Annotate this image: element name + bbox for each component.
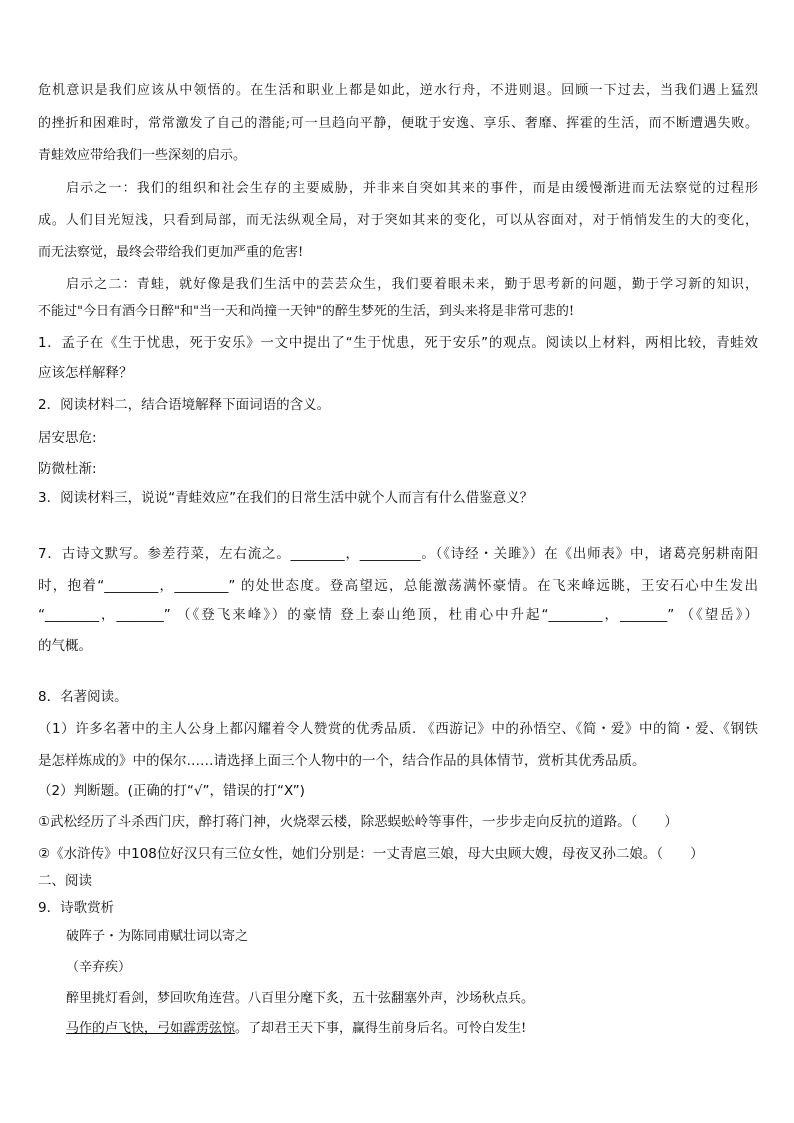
question-1-line1: 1．孟子在《生于忧患，死于安乐》一文中提出了“生于忧患，死于安乐”的观点。阅读以上材料，两相比较，青蛙效 — [38, 335, 758, 351]
material-p1-line1: 危机意识是我们应该从中领悟的。在生活和职业上都是如此，逆水行舟，不进则退。回顾一下过去，当我们遇上猛烈 — [38, 83, 758, 98]
question-1-line2: 应该怎样解释？ — [38, 365, 133, 381]
material-p2-line2: 成。人们目光短浅，只看到局部，而无法纵观全局，对于突如其来的变化，可以从容面对，对于悄悄发生的大的变化， — [38, 213, 758, 228]
question-8-item1: ①武松经历了斗杀西门庆，醉打蒋门神，火烧翠云楼，除恶蜈蚣岭等事件，一步步走向反抗的道路。（ ） — [38, 814, 678, 830]
material-p1-line3: 青蛙效应带给我们一些深刻的启示。 — [38, 148, 247, 163]
material-p1-line2: 的挫折和困难时，常常激发了自己的潜能;可一旦趋向平静，便耽于安逸、享乐、奢靡、挥霍的生活，而不断遭遇失败。 — [38, 116, 758, 131]
question-3: 3．阅读材料三，说说“青蛙效应”在我们的日常生活中就个人而言有什么借鉴意义？ — [38, 490, 534, 506]
question-8-sub1-line2: 是怎样炼成的》中的保尔……请选择上面三个人物中的一个，结合作品的具体情节，赏析其优秀品质。 — [38, 753, 646, 769]
poem-author: （辛弃疾） — [66, 960, 132, 975]
material-p2-line3: 而无法察觉，最终会带给我们更加严重的危害! — [38, 245, 304, 260]
term-2: 防微杜渐: — [38, 461, 97, 477]
poem-line-1: 醉里挑灯看剑，梦回吹角连营。八百里分麾下炙，五十弦翻塞外声，沙场秋点兵。 — [66, 991, 535, 1006]
question-8-sub1-line1: （1）许多名著中的主人公身上都闪耀着令人赞赏的优秀品质. 《西游记》中的孙悟空、《简・爱》中的简・爱、《钢铁 — [38, 721, 758, 737]
question-7-line1: 7．古诗文默写。参差荇菜，左右流之。________，_________。（《诗经・关雎》）在《出师表》中，诸葛亮躬耕南阳 — [38, 546, 758, 562]
material-p3-line1: 启示之二：青蛙，就好像是我们生活中的芸芸众生，我们要着眼未来，勤于思考新的问题，勤于学习新的知识， — [66, 277, 758, 292]
question-8-title: 8．名著阅读。 — [38, 689, 128, 705]
poem-title: 破阵子・为陈同甫赋壮词以寄之 — [66, 929, 249, 944]
question-2: 2．阅读材料二，结合语境解释下面词语的含义。 — [38, 397, 331, 413]
poem-line-2-rest: 。了却君王天下事，赢得生前身后名。可怜白发生! — [235, 1021, 527, 1036]
poem-line-2 — [66, 1020, 786, 1038]
section-heading: 二、阅读 — [38, 873, 92, 889]
material-p2-line1: 启示之一：我们的组织和社会生存的主要威胁，并非来自突如其来的事件，而是由缓慢渐进而无法察觉的过程形 — [66, 181, 758, 196]
question-9-title: 9．诗歌赏析 — [38, 900, 115, 916]
term-1: 居安思危: — [38, 430, 97, 446]
question-7-line2: 时，抱着“________，________” 的处世态度。登高望远，总能激荡满怀豪情。在飞来峰远眺，王安石心中生发出 — [38, 578, 758, 594]
question-8-sub2: （2）判断题。(正确的打“√”，错误的打“X”) — [38, 783, 305, 799]
question-7-line4: 的气概。 — [38, 638, 92, 654]
question-8-item2: ②《水浒传》中108位好汉只有三位女性，她们分别是：一丈青扈三娘，母大虫顾大嫂，母夜叉孙二娘。（ ） — [38, 846, 704, 862]
question-7-line3: “________，_______” （《登飞来峰》）的豪情 登上泰山绝顶，杜甫心中升起“________，_______” （《望岳》） — [38, 607, 758, 623]
material-p3-line2: 不能过"今日有酒今日醉"和"当一天和尚撞一天钟"的醉生梦死的生活，到头来将是非常可悲的! — [38, 304, 575, 319]
poem-line-2-underlined: 马作的卢飞快，弓如霹雳弦惊 — [66, 1021, 236, 1036]
